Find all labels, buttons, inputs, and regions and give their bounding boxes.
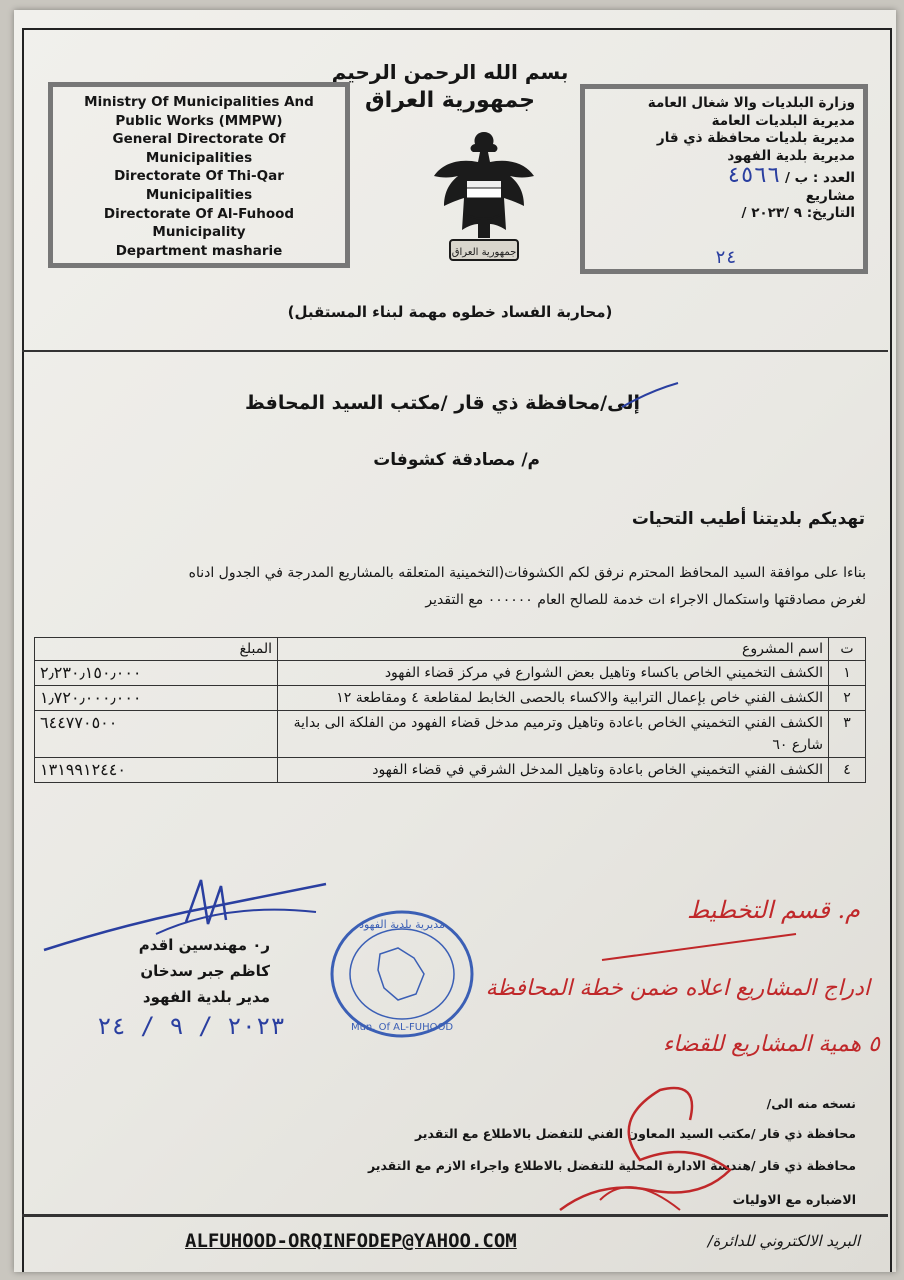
dept-label: مشاريع [805,187,855,204]
row-amount: ١٫٧٢٠٫٠٠٠٫٠٠٠ [35,686,278,711]
official-stamp [328,908,476,1040]
row-amount: ١٣١٩٩١٢٤٤٠ [35,758,278,783]
addressee-line: إلى/محافظة ذي قار /مكتب السيد المحافظ [245,392,640,414]
red-annotation-line-1: م. قسم التخطيط [686,896,860,924]
signer-title: ر٠ مهندسين اقدم [138,936,270,954]
date-handwritten-day: ٢٤ [715,247,737,268]
ar-line: مديرية بلديات محافظة ذي قار [656,130,855,146]
date-value: / ٩ /٢٠٢٣ [741,205,803,221]
table-row [35,711,866,758]
number-value: ٤٥٦٦ [727,163,781,188]
row-no: ١ [829,661,866,686]
ar-line: مديرية بلدية الفهود [727,147,855,164]
table-row [35,661,866,686]
emblem-caption: جمهورية العراق [451,247,517,258]
red-signature-scribble [540,1060,760,1234]
ar-line: وزارة البلديات والا شغال العامة [647,95,855,111]
row-project: الكشف الفني التخميني الخاص باعادة وتاهيل وترميم مدخل قضاء الفهود من الفلكة الى بداية شارع ٦٠ [278,711,829,758]
row-no: ٣ [829,711,866,758]
row-no: ٢ [829,686,866,711]
body-line-1: بناءا على موافقة السيد المحافظ المحترم نرفق لكم الكشوفات(التخمينية المتعلقه بالمشاريع المدرجة في الجدول ادناه [188,565,866,581]
row-amount: ٦٤٤٧٧٠٥٠٠ [35,711,278,758]
en-line: Municipality [152,224,246,241]
copies-heading: نسخه منه الى/ [766,1096,856,1111]
header-divider [22,350,888,352]
email-label: البريد الالكتروني للدائرة/ [707,1232,860,1250]
date-row [585,205,855,223]
red-underline [600,930,800,974]
row-amount: ٢٫٢٣٠٫١٥٠٫٠٠٠ [35,661,278,686]
stamp-top-text: مديرية بلدية الفهود [359,918,445,931]
header-amount: المبلغ [35,638,278,661]
copies-line-1: محافظة ذي قار /مكتب السيد المعاون الفني للتفضل بالاطلاع مع التقدير [415,1126,856,1141]
en-line: Municipalities [145,186,253,203]
red-annotation-line-2: ادراج المشاريع اعلاه ضمن خطة المحافظة [485,976,870,1001]
red-annotation-line-3: ٥ همية المشاريع للقضاء [662,1032,880,1057]
number-label: العدد : ب / [784,170,855,186]
row-project: الكشف الفني خاص بإعمال الترابية والاكساء بالحصى الخابط لمقاطعة ٤ ومقاطعة ١٢ [278,686,829,711]
greeting: تهديكم بلديتنا أطيب التحيات [631,509,865,529]
footer-divider [22,1214,888,1217]
en-line: Public Works (MMPW) [115,112,283,129]
republic-title: جمهورية العراق [365,88,535,113]
subject-line: م/ مصادقة كشوفات [373,450,540,470]
table-header-row [35,638,866,661]
en-line: Directorate Of Thi-Qar [114,168,284,185]
signer-position: مدير بلدية الفهود [142,988,270,1006]
row-project: الكشف التخميني الخاص باكساء وتاهيل بعض الشوارع في مركز قضاء الفهود [278,661,829,686]
projects-table [34,637,866,783]
header-no: ت [829,638,866,661]
signer-name: كاظم جبر سدخان [140,962,270,980]
ar-line: مديرية البلديات العامة [711,112,855,129]
en-line: Municipalities [145,149,253,166]
row-no: ٤ [829,758,866,783]
body-line-2: لغرض مصادقتها واستكمال الاجراء ات خدمة للصالح العام ٠٠٠٠٠٠ مع التقدير [425,592,866,608]
basmala: بسم الله الرحمن الرحيم [331,60,569,84]
row-project: الكشف الفني التخميني الخاص باعادة وتاهيل المدخل الشرقي في قضاء الفهود [278,758,829,783]
en-line: Ministry Of Municipalities And [84,94,314,110]
email-address[interactable]: ALFUHOOD-ORQINFODEP@YAHOO.COM [185,1230,517,1252]
handwritten-sign-date: ٢٠٢٣ / ٩ / ٢٤ [97,1012,285,1040]
number-row [585,163,855,188]
table-row [35,686,866,711]
signature-block [80,932,270,1010]
english-letterhead-box [48,82,350,268]
en-line: Department masharie [115,242,283,259]
date-label: التاريخ: [806,205,855,221]
copies-line-2: محافظة ذي قار /هندسة الادارة المحلية للتفضل بالاطلاع واجراء الازم مع التقدير [367,1158,856,1173]
blue-pen-mark [620,381,680,415]
slogan: (محاربة الفساد خطوه مهمة لبناء المستقبل) [287,303,613,321]
iraq-emblem-icon [428,128,540,268]
en-line: General Directorate Of [112,131,286,148]
header-project: اسم المشروع [278,638,829,661]
arabic-letterhead-box [580,84,868,274]
copies-line-3: الاضباره مع الاوليات [732,1192,856,1207]
table-row [35,758,866,783]
en-line: Directorate Of Al-Fuhood [103,205,295,222]
stamp-bottom-text: Mun. Of AL-FUHOOD [350,1022,454,1033]
